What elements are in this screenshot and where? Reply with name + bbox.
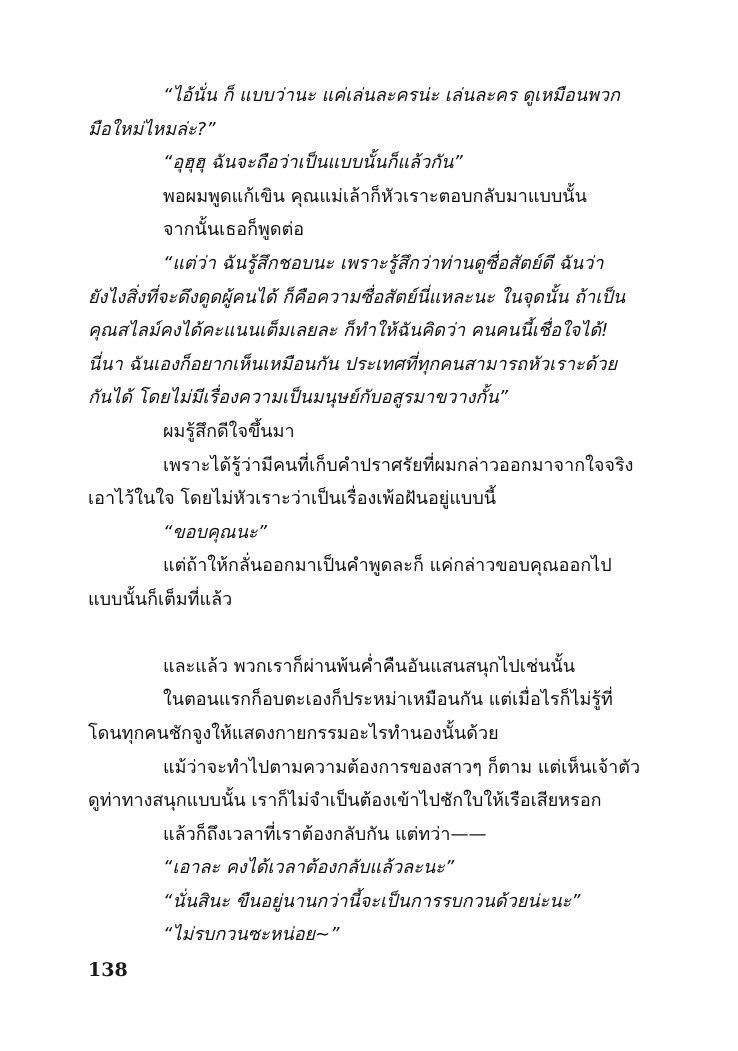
text-line: จากนั้นเธอก็พูดต่อ [163,219,305,240]
text-line: เพราะได้รู้ว่ามีคนที่เก็บคำปราศรัยที่ผมกล่าวออกมาจากใจจริง [163,455,634,476]
text-line: และแล้ว พวกเราก็ผ่านพ้นค่ำคืนอันแสนสนุกไปเช่นนั้น [163,656,576,677]
text-line: แต่ถ้าให้กลั่นออกมาเป็นคำพูดละก็ แค่กล่าวขอบคุณออกไป [163,555,612,576]
text-line: “นั่นสินะ ขืนอยู่นานกว่านี้จะเป็นการรบกวนด้วยน่ะนะ” [163,891,581,912]
text-line: กันได้ โดยไม่มีเรื่องความเป็นมนุษย์กับอสูรมาขวางกั้น” [88,387,508,408]
text-line: คุณสไลม์คงได้คะแนนเต็มเลยละ ก็ทำให้ฉันคิดว่า คนคนนี้เชื่อใจได้! [88,320,609,341]
text-line: “เอาละ คงได้เวลาต้องกลับแล้วละนะ” [163,857,455,878]
text-line: “ไม่รบกวนซะหน่อย~” [163,924,340,945]
page-number: 138 [88,959,128,981]
text-line: ดูท่าทางสนุกแบบนั้น เราก็ไม่จำเป็นต้องเข้าไปชักใบให้เรือเสียหรอก [88,790,602,811]
text-line: มือใหม่ไหมล่ะ?” [88,119,216,140]
text-line: “ขอบคุณนะ” [163,522,267,543]
text-line: แล้วก็ถึงเวลาที่เราต้องกลับกัน แต่ทว่า—— [163,824,487,845]
text-line: ในตอนแรกก็อบตะเองก็ประหม่าเหมือนกัน แต่เมื่อไรก็ไม่รู้ที่ [163,689,613,710]
text-line: แบบนั้นก็เต็มที่แล้ว [88,589,233,610]
text-line: ยังไงสิ่งที่จะดึงดูดผู้คนได้ ก็คือความซื่อสัตย์นี่แหละนะ ในจุดนั้น ถ้าเป็น [88,287,626,308]
text-line: แม้ว่าจะทำไปตามความต้องการของสาวๆ ก็ตาม แต่เห็นเจ้าตัว [163,757,641,778]
text-line: “อุฮุฮุ ฉันจะถือว่าเป็นแบบนั้นก็แล้วกัน” [163,152,463,173]
text-line: นี่นา ฉันเองก็อยากเห็นเหมือนกัน ประเทศที่ทุกคนสามารถหัวเราะด้วย [88,354,617,375]
text-line: เอาไว้ในใจ โดยไม่หัวเราะว่าเป็นเรื่องเพ้อฝันอยู่แบบนี้ [88,488,497,509]
text-line: “แต่ว่า ฉันรู้สึกชอบนะ เพราะรู้สึกว่าท่านดูซื่อสัตย์ดี ฉันว่า [163,253,604,274]
text-line: “ไอ้นั่น ก็ แบบว่านะ แค่เล่นละครน่ะ เล่นละคร ดูเหมือนพวก [163,85,620,106]
text-line: พอผมพูดแก้เขิน คุณแม่เล้าก็หัวเราะตอบกลับมาแบบนั้น [163,186,587,207]
text-line: โดนทุกคนชักจูงให้แสดงกายกรรมอะไรทำนองนั้นด้วย [88,723,499,744]
text-line: ผมรู้สึกดีใจขึ้นมา [163,421,295,442]
